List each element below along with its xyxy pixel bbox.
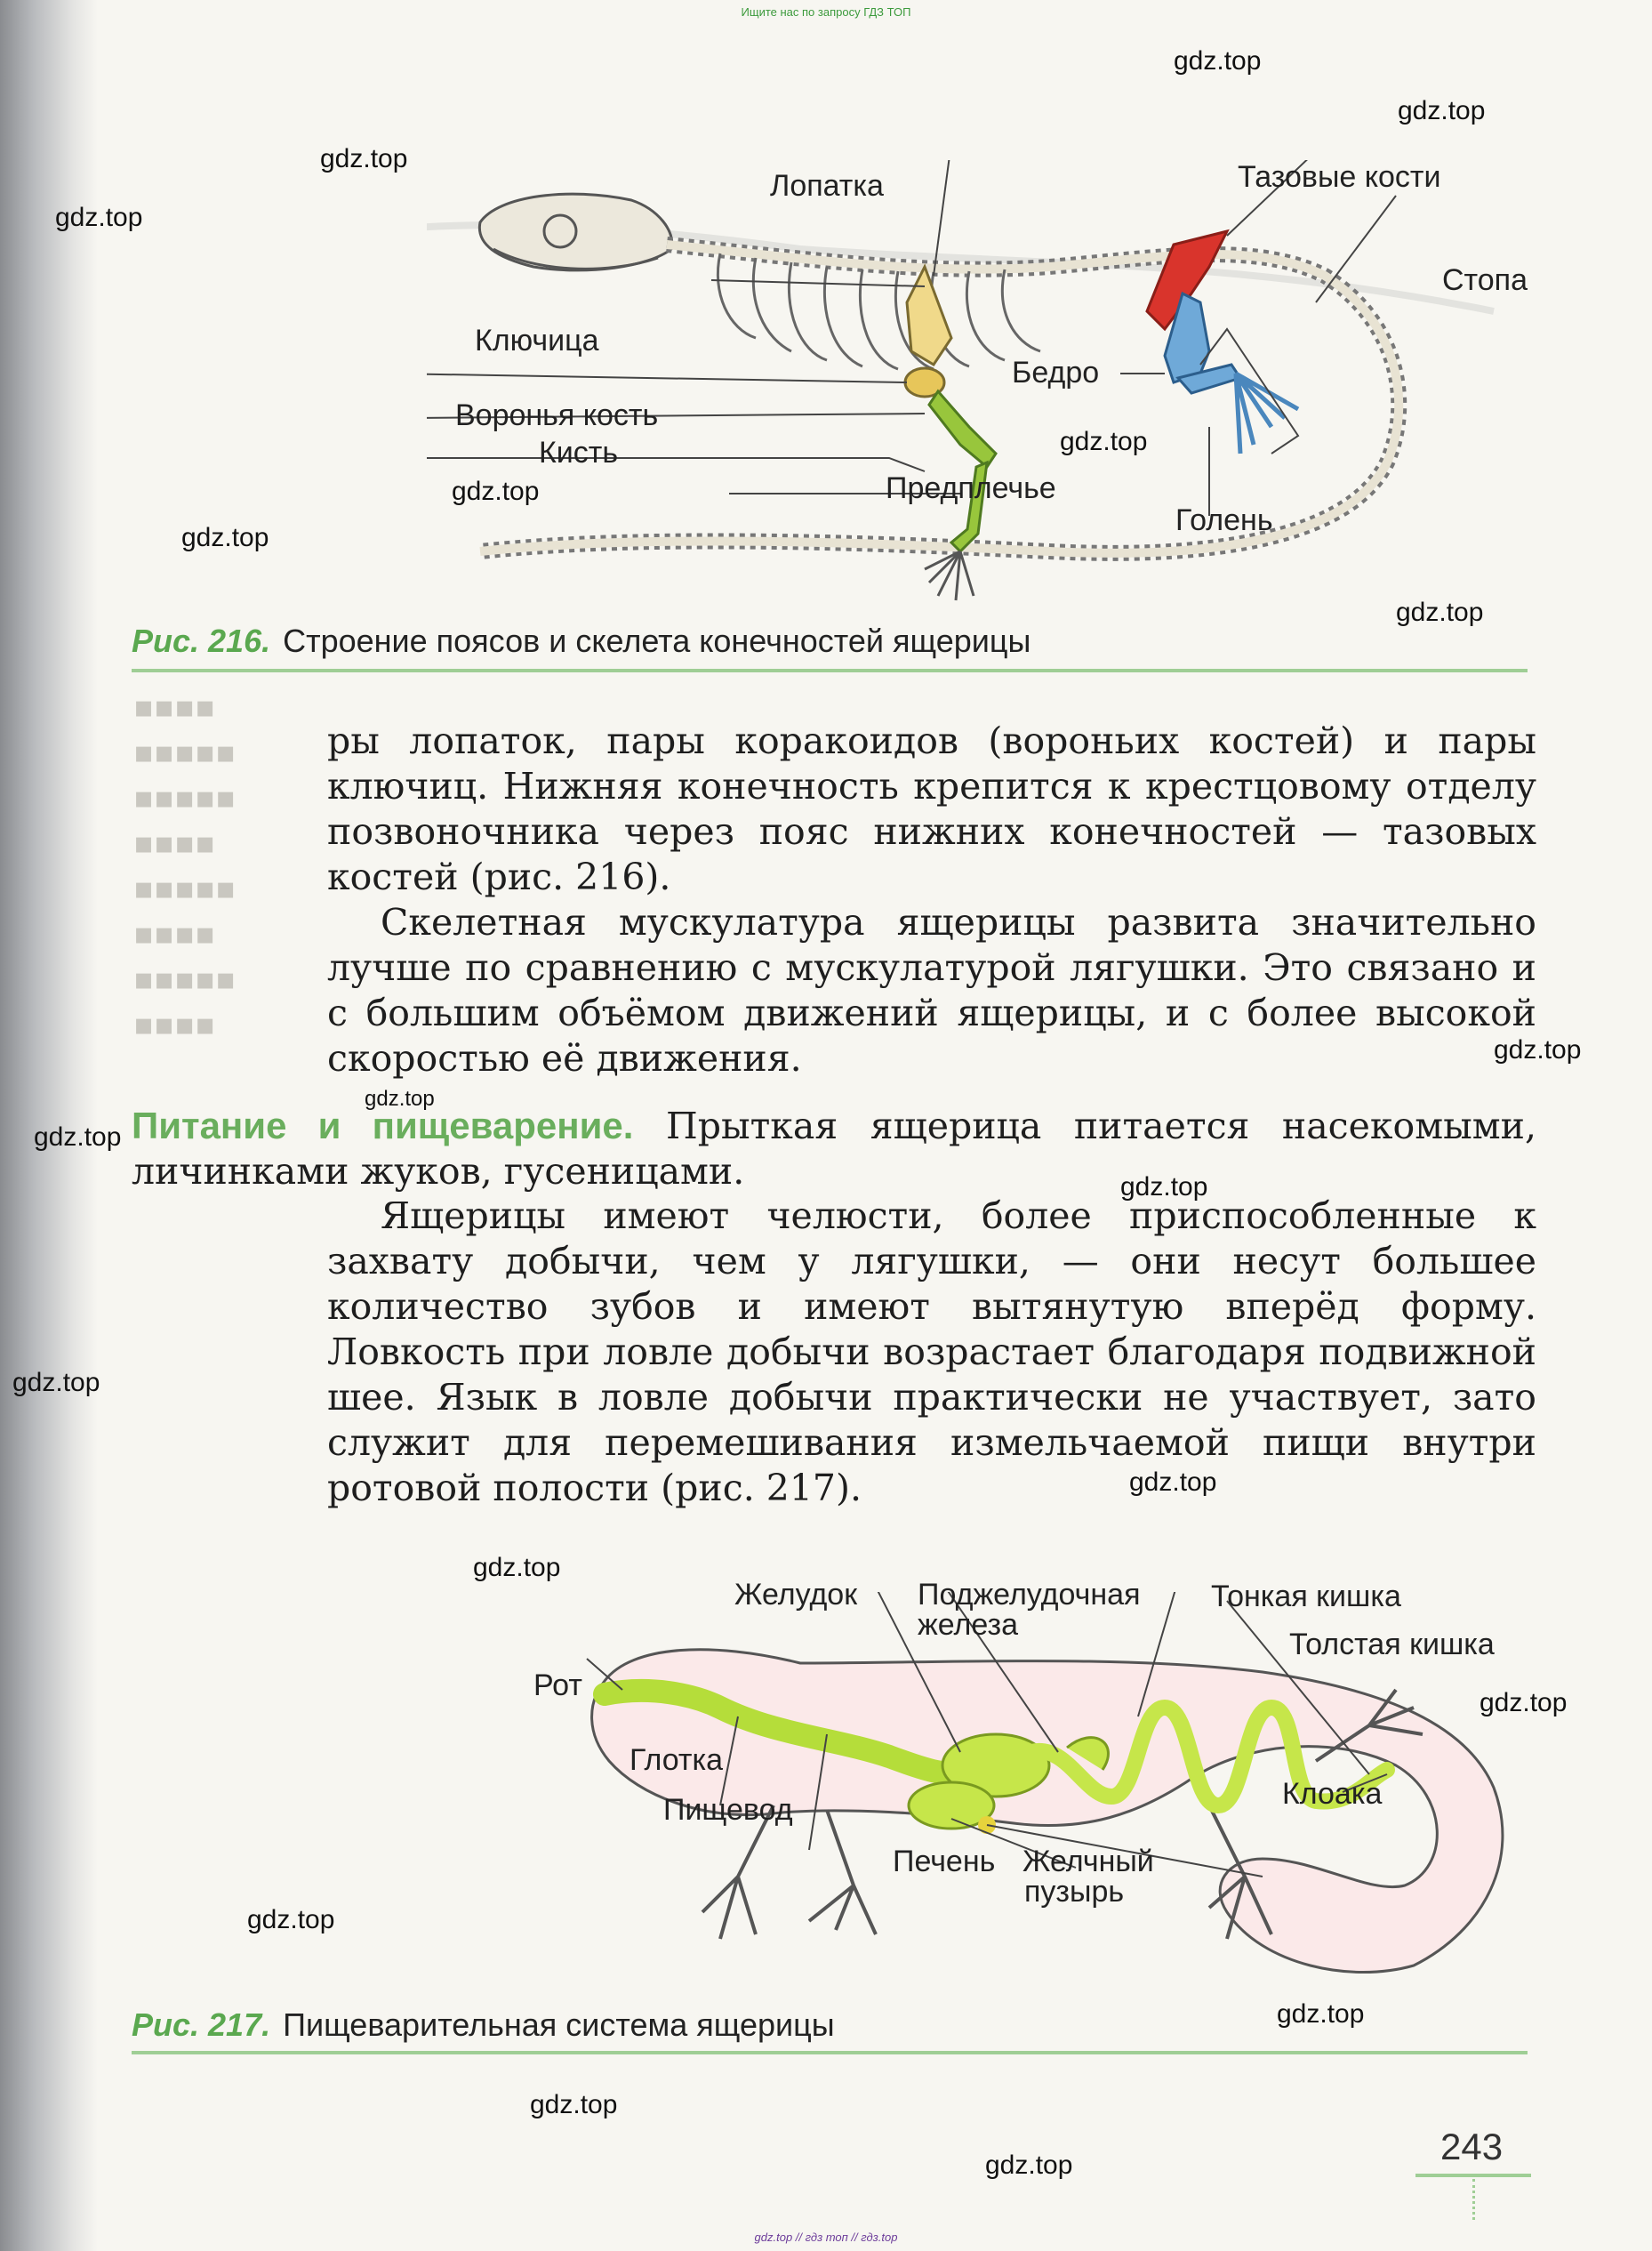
footer-note: gdz.top // гдз топ // гдз.top [754, 2231, 898, 2244]
watermark: gdz.top [1120, 1172, 1208, 1202]
label-puzyr: пузырь [1024, 1875, 1125, 1909]
paragraph-2: Скелетная мускулатура ящерицы развита значительно лучше по сравнению с мускулатурой лягушки. Это связано и с большим объёмом движений ящерицы, и с более высокой скоростью её движения. [327, 901, 1536, 1080]
paragraph-4: Ящерицы имеют челюсти, более приспособленные к захвату добычи, чем у лягушки, — они несут большее количество зубов и имеют вытянутую вперёд форму. Ловкость при ловле добычи возрастает благодаря подвижной шее. Язык в ловле добычи практически не участвует, зато служит для перемешивания измельчаемой пищи внутри ротовой полости (рис. 217). [327, 1194, 1536, 1509]
watermark: gdz.top [1480, 1688, 1568, 1717]
header-note: Ищите нас по запросу ГДЗ ТОП [741, 5, 911, 19]
label-rot: Рот [533, 1668, 582, 1702]
figure-217-number: Рис. 217. [132, 2006, 271, 2043]
label-klyuchitsa: Ключица [475, 324, 599, 358]
watermark: gdz.top [1277, 1999, 1365, 2029]
watermark: gdz.top [247, 1905, 335, 1934]
watermark: gdz.top [1174, 46, 1262, 76]
watermark: gdz.top [12, 1368, 100, 1397]
label-pishchevod: Пищевод [663, 1793, 793, 1827]
label-lopatka: Лопатка [770, 169, 884, 203]
label-tazovye-kosti: Тазовые кости [1238, 160, 1441, 194]
bleed-through-text: ▪▪▪▪ ▪▪▪▪▪ ▪▪▪▪▪ ▪▪▪▪ ▪▪▪▪▪ ▪▪▪▪ ▪▪▪▪▪ ▪▪▪▪ [133, 689, 237, 1042]
watermark: gdz.top [1396, 598, 1484, 627]
watermark: gdz.top [452, 477, 540, 506]
label-podzheludochnaya: Поджелудочная [918, 1578, 1141, 1612]
label-tonkaya-kishka: Тонкая кишка [1211, 1580, 1401, 1613]
watermark: gdz.top [1494, 1035, 1582, 1065]
label-golen: Голень [1175, 503, 1273, 537]
page-number: 243 [1440, 2126, 1504, 2167]
label-tolstaya-kishka: Толстая кишка [1289, 1628, 1495, 1661]
nutrition-paragraph [132, 1103, 1536, 1194]
label-stopa: Стопа [1442, 263, 1528, 297]
caption-rule-216 [132, 669, 1528, 672]
label-voronya-kost: Воронья кость [455, 398, 659, 432]
figure-216-caption-text: Строение поясов и скелета конечностей ящерицы [283, 623, 1031, 659]
figure-216-number: Рис. 216. [132, 623, 271, 659]
watermark: gdz.top [1060, 427, 1148, 456]
label-pechen: Печень [893, 1845, 996, 1878]
page-number-rule [1415, 2174, 1531, 2177]
watermark: gdz.top [181, 523, 269, 552]
watermark: gdz.top [320, 144, 408, 173]
watermark: gdz.top [1129, 1467, 1217, 1497]
label-bedro: Бедро [1012, 356, 1100, 390]
main-text-block-2 [327, 1194, 1536, 1511]
watermark: gdz.top [365, 1087, 435, 1111]
label-zhelchny: Желчный [1022, 1845, 1154, 1878]
watermark: gdz.top [34, 1122, 122, 1152]
watermark: gdz.top [1398, 96, 1486, 125]
paragraph-3: Прыткая ящерица питается насекомыми, личинками жуков, гусеницами. [132, 1105, 1536, 1193]
label-zheleza: железа [918, 1608, 1019, 1642]
label-glotka: Глотка [630, 1743, 723, 1777]
watermark: gdz.top [473, 1553, 561, 1582]
figure-217-caption-text: Пищеварительная система ящерицы [283, 2006, 835, 2043]
watermark: gdz.top [55, 203, 143, 232]
label-kist: Кисть [539, 436, 619, 470]
section-heading-nutrition: Питание и пищеварение. [132, 1105, 634, 1146]
watermark: gdz.top [530, 2090, 618, 2119]
figure-217-caption [132, 2006, 835, 2044]
watermark: gdz.top [985, 2151, 1073, 2180]
figure-216-caption [132, 623, 1030, 660]
page-number-dots [1472, 2179, 1475, 2220]
label-zheludok: Желудок [734, 1578, 858, 1612]
label-predplechye: Предплечье [886, 471, 1056, 505]
label-kloaka: Клоака [1282, 1777, 1383, 1811]
figure-216-skeleton [427, 160, 1583, 623]
main-text-block-1 [327, 719, 1536, 1081]
paragraph-1: ры лопаток, пары коракоидов (вороньих костей) и пары ключиц. Нижняя конечность крепится к крестцовому отделу позвоночника через пояс нижних конечностей — тазовых костей (рис. 216). [327, 720, 1536, 898]
caption-rule-217 [132, 2051, 1528, 2054]
